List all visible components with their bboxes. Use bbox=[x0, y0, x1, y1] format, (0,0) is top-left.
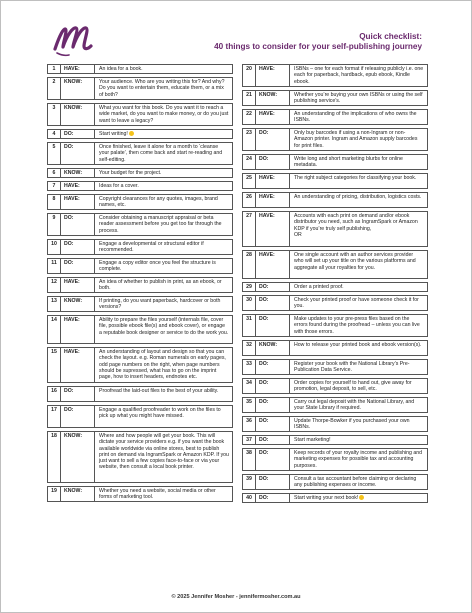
item-text bbox=[290, 398, 427, 412]
item-number: 5 bbox=[48, 143, 61, 164]
item-text-content: Order a printed proof. bbox=[294, 284, 344, 290]
checklist-item-11 bbox=[47, 258, 233, 274]
smiley-icon bbox=[129, 131, 134, 136]
item-number: 35 bbox=[243, 398, 256, 412]
item-text bbox=[95, 278, 232, 292]
item-text-content: An idea of whether to publish in print, as an ebook, or both. bbox=[99, 279, 222, 292]
item-text bbox=[95, 169, 232, 177]
item-type: KNOW: bbox=[61, 169, 95, 177]
item-number: 26 bbox=[243, 193, 256, 207]
item-text-content: Ideas for a cover. bbox=[99, 183, 139, 189]
item-text bbox=[290, 212, 427, 246]
item-type: HAVE: bbox=[61, 316, 95, 343]
checklist-item-39 bbox=[242, 474, 428, 490]
item-number: 39 bbox=[243, 475, 256, 489]
item-text-content: Ability to prepare the files yourself (internals file, cover file, possible ebook file(s) and ebook cover), or engage a reputable book designer or service to do the work you. bbox=[99, 317, 229, 336]
item-type: DO: bbox=[256, 494, 290, 502]
checklist-item-27 bbox=[242, 211, 428, 247]
item-text bbox=[95, 259, 232, 273]
item-number: 7 bbox=[48, 182, 61, 190]
item-text bbox=[290, 417, 427, 431]
item-number: 1 bbox=[48, 65, 61, 73]
item-type: DO: bbox=[61, 143, 95, 164]
item-type: HAVE: bbox=[256, 110, 290, 124]
item-number: 31 bbox=[243, 315, 256, 336]
checklist-item-19 bbox=[47, 486, 233, 502]
item-text-content: Write long and short marketing blurbs for online metadata. bbox=[294, 156, 403, 169]
item-text-content: Copyright clearances for any quotes, images, brand names, etc. bbox=[99, 196, 218, 209]
item-type: DO: bbox=[256, 475, 290, 489]
item-type: KNOW: bbox=[61, 432, 95, 482]
item-text bbox=[95, 406, 232, 427]
logo-m-icon bbox=[51, 15, 97, 59]
item-type: HAVE: bbox=[61, 278, 95, 292]
item-text-content: Whether you need a website, social media or other forms of marketing tool. bbox=[99, 488, 216, 501]
item-text-content: An understanding of pricing, distribution, logistics costs. bbox=[294, 194, 422, 200]
checklist-item-4 bbox=[47, 129, 233, 139]
item-type: DO: bbox=[256, 315, 290, 336]
item-text bbox=[290, 449, 427, 470]
item-number: 22 bbox=[243, 110, 256, 124]
item-text bbox=[290, 315, 427, 336]
item-text-content: Accounts with each print on demand and/or ebook distributor you need, such as IngramSpark or Amazon KDP if you’re truly self publishing, OR bbox=[294, 213, 418, 238]
checklist-item-38 bbox=[242, 448, 428, 471]
item-type: DO: bbox=[256, 398, 290, 412]
item-text-content: The right subject categories for classifying your book. bbox=[294, 175, 417, 181]
checklist-item-28 bbox=[242, 250, 428, 279]
item-number: 10 bbox=[48, 240, 61, 254]
item-text bbox=[290, 174, 427, 188]
item-type: KNOW: bbox=[256, 341, 290, 355]
item-text bbox=[290, 475, 427, 489]
checklist-column-left bbox=[47, 64, 233, 505]
item-text-content: Engage a qualified proofreader to work on the files to pick up what you might have missed. bbox=[99, 407, 221, 420]
checklist-item-18 bbox=[47, 431, 233, 483]
checklist-item-8 bbox=[47, 194, 233, 210]
item-text bbox=[290, 65, 427, 86]
checklist-item-36 bbox=[242, 416, 428, 432]
item-number: 40 bbox=[243, 494, 256, 502]
item-type: HAVE: bbox=[256, 251, 290, 278]
item-text-content: An idea for a book. bbox=[99, 66, 143, 72]
checklist-item-5 bbox=[47, 142, 233, 165]
checklist-item-14 bbox=[47, 315, 233, 344]
item-text bbox=[95, 182, 232, 190]
item-text-content: An understanding of layout and design so that you can check the layout. e.g. Roman numerals on early pages, odd page numbers on the right, when page numbers should be supressed, what has to go on the imprint page, how to insert headers, endnotes etc. bbox=[99, 349, 226, 381]
checklist-item-2 bbox=[47, 77, 233, 100]
item-text bbox=[290, 193, 427, 207]
checklist-item-22 bbox=[242, 109, 428, 125]
item-type: DO: bbox=[256, 449, 290, 470]
checklist-item-12 bbox=[47, 277, 233, 293]
item-number: 3 bbox=[48, 104, 61, 125]
item-text bbox=[95, 130, 232, 138]
item-type: DO: bbox=[256, 296, 290, 310]
item-number: 12 bbox=[48, 278, 61, 292]
checklist-item-6 bbox=[47, 168, 233, 178]
item-number: 29 bbox=[243, 283, 256, 291]
checklist-item-23 bbox=[242, 128, 428, 151]
item-type: KNOW: bbox=[61, 104, 95, 125]
item-type: KNOW: bbox=[61, 487, 95, 501]
item-type: DO: bbox=[256, 436, 290, 444]
checklist-item-13 bbox=[47, 296, 233, 312]
item-text bbox=[290, 155, 427, 169]
item-type: HAVE: bbox=[61, 348, 95, 382]
item-type: DO: bbox=[61, 387, 95, 401]
item-text-content: Engage a developmental or structural editor if recommended. bbox=[99, 241, 204, 254]
item-type: KNOW: bbox=[256, 91, 290, 105]
checklist-item-30 bbox=[242, 295, 428, 311]
item-text bbox=[95, 487, 232, 501]
item-type: DO: bbox=[61, 130, 95, 138]
footer-copyright: © 2025 Jennifer Mosher - jennifermosher.com.au bbox=[171, 594, 301, 600]
item-number: 25 bbox=[243, 174, 256, 188]
item-text-content: Proofread the laid-out files to the best of your ability. bbox=[99, 388, 219, 394]
item-text-content: Check your printed proof or have someone check it for you. bbox=[294, 297, 419, 310]
item-text-content: Make updates to your pre-press files based on the errors found during the proofread – unless you can live with those errors. bbox=[294, 316, 420, 335]
item-text-content: One single account with an author services provider who will set up your title on the various platforms and aggregate all your royalties for you. bbox=[294, 252, 416, 271]
item-number: 36 bbox=[243, 417, 256, 431]
checklist-item-15 bbox=[47, 347, 233, 383]
item-text bbox=[290, 341, 427, 355]
item-text bbox=[290, 360, 427, 374]
item-number: 19 bbox=[48, 487, 61, 501]
item-text bbox=[95, 432, 232, 482]
item-type: HAVE: bbox=[61, 65, 95, 73]
item-type: HAVE: bbox=[61, 195, 95, 209]
item-text bbox=[290, 436, 427, 444]
item-text bbox=[95, 214, 232, 235]
item-number: 14 bbox=[48, 316, 61, 343]
checklist-item-26 bbox=[242, 192, 428, 208]
item-text-content: ISBNs – one for each format if releasing publicly i.e. one each for paperback, hardback, epub ebook, Kindle ebook. bbox=[294, 66, 424, 85]
checklist-item-1 bbox=[47, 64, 233, 74]
item-text bbox=[290, 494, 427, 502]
item-type: DO: bbox=[256, 283, 290, 291]
item-type: DO: bbox=[61, 240, 95, 254]
title-line-2: 40 things to consider for your self-publishing journey bbox=[214, 42, 422, 51]
item-text bbox=[290, 379, 427, 393]
checklist-item-7 bbox=[47, 181, 233, 191]
item-text-content: Once finished, leave it alone for a month to ‘cleanse your palate’, then come back and start re-reading and self-editing. bbox=[99, 144, 223, 163]
item-number: 23 bbox=[243, 129, 256, 150]
item-text bbox=[95, 297, 232, 311]
item-type: DO: bbox=[256, 155, 290, 169]
item-text-content: Carry out legal deposit with the National Library, and your State Library if required. bbox=[294, 399, 415, 412]
checklist-item-10 bbox=[47, 239, 233, 255]
smiley-icon bbox=[359, 495, 364, 500]
item-number: 18 bbox=[48, 432, 61, 482]
item-type: DO: bbox=[61, 406, 95, 427]
checklist-item-34 bbox=[242, 378, 428, 394]
item-text bbox=[95, 195, 232, 209]
checklist-item-29 bbox=[242, 282, 428, 292]
checklist-item-24 bbox=[242, 154, 428, 170]
item-type: DO: bbox=[256, 417, 290, 431]
item-text bbox=[290, 296, 427, 310]
item-number: 17 bbox=[48, 406, 61, 427]
title-line-1: Quick checklist: bbox=[359, 32, 422, 41]
item-text bbox=[95, 348, 232, 382]
item-type: KNOW: bbox=[61, 78, 95, 99]
item-number: 24 bbox=[243, 155, 256, 169]
checklist-item-33 bbox=[242, 359, 428, 375]
item-number: 37 bbox=[243, 436, 256, 444]
item-text-content: Consult a tax accountant before claiming or declaring any publishing expenses or income. bbox=[294, 476, 417, 489]
item-number: 32 bbox=[243, 341, 256, 355]
item-number: 15 bbox=[48, 348, 61, 382]
item-text-content: Your budget for the project. bbox=[99, 170, 162, 176]
checklist-item-31 bbox=[242, 314, 428, 337]
item-text-content: Your audience. Who are you writing this for? And why? Do you want to entertain them, educate them, or a mix of both? bbox=[99, 79, 225, 98]
item-text-content: Where and how people will get your book. This will dictate your service providers e.g. if you want the book available worldwide via online stores, best to publish print on demand via IngramSpark or Amazon KDP. If you just want to sell a few copies face-to-face or via your website, then consult a local book printer. bbox=[99, 433, 229, 471]
item-text bbox=[290, 110, 427, 124]
item-type: DO: bbox=[256, 360, 290, 374]
item-text-content: Update Thorpe-Bowker if you purchased your own ISBNs. bbox=[294, 418, 410, 431]
item-number: 9 bbox=[48, 214, 61, 235]
item-type: HAVE: bbox=[256, 65, 290, 86]
checklist-item-16 bbox=[47, 386, 233, 402]
item-text bbox=[290, 91, 427, 105]
item-number: 8 bbox=[48, 195, 61, 209]
page-title bbox=[214, 32, 422, 52]
item-text bbox=[290, 129, 427, 150]
item-text bbox=[95, 78, 232, 99]
item-text-content: Whether you’re buying your own ISBNs or using the self publishing service’s. bbox=[294, 92, 423, 105]
checklist-item-21 bbox=[242, 90, 428, 106]
item-number: 21 bbox=[243, 91, 256, 105]
item-text-content: What you want for this book. Do you want it to reach a wide market, do you want to make money, or do you just want to leave a legacy? bbox=[99, 105, 229, 124]
item-type: HAVE: bbox=[256, 174, 290, 188]
item-text bbox=[290, 251, 427, 278]
item-number: 11 bbox=[48, 259, 61, 273]
item-type: DO: bbox=[256, 379, 290, 393]
checklist-item-37 bbox=[242, 435, 428, 445]
item-number: 16 bbox=[48, 387, 61, 401]
item-text-content: Start writing your next book! bbox=[294, 495, 359, 501]
item-text-content: Start marketing! bbox=[294, 437, 331, 443]
item-text-content: Start writing! bbox=[99, 131, 128, 137]
checklist-column-right bbox=[242, 64, 428, 506]
item-type: DO: bbox=[61, 214, 95, 235]
item-text-content: How to release your printed book and ebook version(s). bbox=[294, 342, 422, 348]
checklist-item-25 bbox=[242, 173, 428, 189]
checklist-item-3 bbox=[47, 103, 233, 126]
item-number: 28 bbox=[243, 251, 256, 278]
item-type: DO: bbox=[61, 259, 95, 273]
item-text bbox=[95, 143, 232, 164]
item-text-content: Register your book with the National Library’s Pre-Publication Data Service. bbox=[294, 361, 410, 374]
item-type: DO: bbox=[256, 129, 290, 150]
item-text bbox=[95, 387, 232, 401]
item-number: 33 bbox=[243, 360, 256, 374]
item-text bbox=[95, 240, 232, 254]
checklist-item-40 bbox=[242, 493, 428, 503]
item-type: KNOW: bbox=[61, 297, 95, 311]
item-text-content: An understanding of the implications of who owns the ISBNs. bbox=[294, 111, 417, 124]
item-type: HAVE: bbox=[256, 193, 290, 207]
item-number: 4 bbox=[48, 130, 61, 138]
item-text bbox=[290, 283, 427, 291]
item-text-content: If printing, do you want paperback, hardcover or both versions? bbox=[99, 298, 221, 311]
checklist-item-32 bbox=[242, 340, 428, 356]
item-text-content: Keep records of your royalty income and publishing and marketing expenses for possible tax and accounting purposes. bbox=[294, 450, 423, 469]
item-number: 2 bbox=[48, 78, 61, 99]
item-text bbox=[95, 104, 232, 125]
item-number: 20 bbox=[243, 65, 256, 86]
item-text-content: Only buy barcodes if using a non-Ingram or non-Amazon printer. Ingram and Amazon supply barcodes for print files. bbox=[294, 130, 418, 149]
item-number: 30 bbox=[243, 296, 256, 310]
item-text bbox=[95, 65, 232, 73]
item-number: 27 bbox=[243, 212, 256, 246]
checklist-item-17 bbox=[47, 405, 233, 428]
item-type: HAVE: bbox=[61, 182, 95, 190]
item-text-content: Order copies for yourself to hand out, give away for promotion, legal deposit, to sell, etc. bbox=[294, 380, 412, 393]
item-type: HAVE: bbox=[256, 212, 290, 246]
item-number: 13 bbox=[48, 297, 61, 311]
item-text bbox=[95, 316, 232, 343]
checklist-item-9 bbox=[47, 213, 233, 236]
item-number: 38 bbox=[243, 449, 256, 470]
checklist-item-20 bbox=[242, 64, 428, 87]
item-number: 6 bbox=[48, 169, 61, 177]
checklist-item-35 bbox=[242, 397, 428, 413]
item-text-content: Consider obtaining a manuscript appraisal or beta reader assessment before you get too far through the process. bbox=[99, 215, 222, 234]
item-number: 34 bbox=[243, 379, 256, 393]
item-text-content: Engage a copy editor once you feel the structure is complete. bbox=[99, 260, 216, 273]
